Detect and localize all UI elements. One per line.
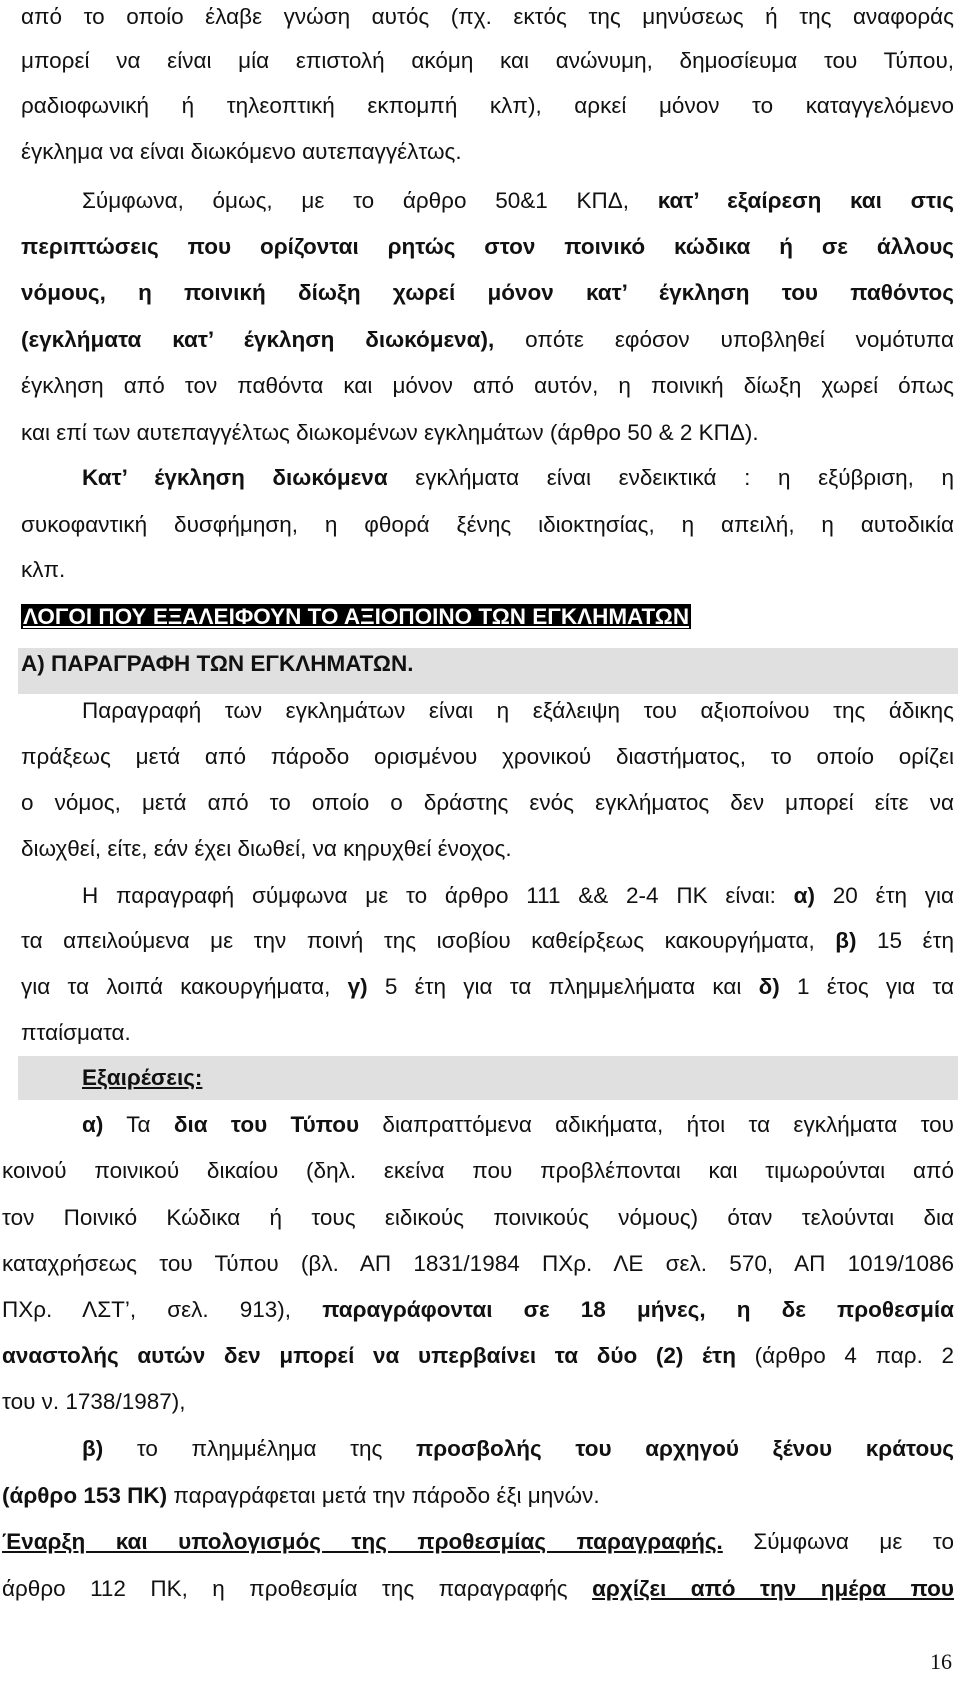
text-line: μπορεί να είναι μία επιστολή ακόμη και ανώνυμη, δημοσίευμα του Τύπου, [21, 48, 954, 73]
subheading-exceptions: Εξαιρέσεις: [82, 1065, 203, 1090]
section-heading-paragrafi: Α) ΠΑΡΑΓΡΑΦΗ ΤΩΝ ΕΓΚΛΗΜΑΤΩΝ. [21, 651, 414, 676]
text-line: (άρθρο 153 ΠΚ) παραγράφεται μετά την πάροδο έξι μηνών. [2, 1483, 600, 1508]
text-line: Έναρξη και υπολογισμός της προθεσμίας παραγραφής. Σύμφωνα με το [2, 1529, 954, 1554]
text-line: καταχρήσεως του Τύπου (βλ. ΑΠ 1831/1984 ΠΧρ. ΛΕ σελ. 570, ΑΠ 1019/1086 [2, 1251, 954, 1276]
text-line: έγκληση από τον παθόντα και μόνον από αυτόν, η ποινική δίωξη χωρεί όπως [21, 373, 954, 398]
text-line: πράξεως μετά από πάροδο ορισμένου χρονικού διαστήματος, το οποίο ορίζει [21, 744, 954, 769]
text-line: Κατ’ έγκληση διωκόμενα εγκλήματα είναι ενδεικτικά : η εξύβριση, η [82, 465, 954, 490]
text-line: β) το πλημμέλημα της προσβολής του αρχηγού ξένου κράτους [82, 1436, 954, 1461]
page-number: 16 [930, 1649, 952, 1674]
text-line: από το οποίο έλαβε γνώση αυτός (πχ. εκτός της μηνύσεως ή της αναφοράς [21, 4, 954, 29]
text-line: Η παραγραφή σύμφωνα με το άρθρο 111 && 2-4 ΠΚ είναι: α) 20 έτη για [82, 883, 954, 908]
section-heading-highlighted: ΛΟΓΟΙ ΠΟΥ ΕΞΑΛΕΙΦΟΥΝ ΤΟ ΑΞΙΟΠΟΙΝΟ ΤΩΝ ΕΓΚΛΗΜΑΤΩΝ [23, 604, 690, 629]
text-line: νόμους, η ποινική δίωξη χωρεί μόνον κατ’ έγκληση του παθόντος [21, 280, 954, 305]
text-line: περιπτώσεις που ορίζονται ρητώς στον ποινικό κώδικα ή σε άλλους [21, 234, 954, 259]
text-line: αναστολής αυτών δεν μπορεί να υπερβαίνει τα δύο (2) έτη (άρθρο 4 παρ. 2 [2, 1343, 954, 1368]
text-line: α) Τα δια του Τύπου διαπραττόμενα αδικήματα, ήτοι τα εγκλήματα του [82, 1112, 954, 1137]
text-line: Παραγραφή των εγκλημάτων είναι η εξάλειψη του αξιοποίνου της άδικης [82, 698, 954, 723]
text-line: τον Ποινικό Κώδικα ή τους ειδικούς ποινικούς νόμους) όταν τελούνται δια [2, 1205, 954, 1230]
text-line: Σύμφωνα, όμως, με το άρθρο 50&1 ΚΠΔ, κατ’ εξαίρεση και στις [82, 188, 954, 213]
text-line: κλπ. [21, 557, 66, 582]
text-line: διωχθεί, είτε, εάν έχει διωθεί, να κηρυχθεί ένοχος. [21, 836, 512, 861]
text-line: ΠΧρ. ΛΣΤ’, σελ. 913), παραγράφονται σε 18 μήνες, η δε προθεσμία [2, 1297, 954, 1322]
text-line: άρθρο 112 ΠΚ, η προθεσμία της παραγραφής αρχίζει από την ημέρα που [2, 1576, 954, 1601]
text-line: ραδιοφωνική ή τηλεοπτική εκπομπή κλπ), αρκεί μόνον το καταγγελόμενο [21, 93, 954, 118]
text-line: και επί των αυτεπαγγέλτως διωκομένων εγκλημάτων (άρθρο 50 & 2 ΚΠΔ). [21, 420, 759, 445]
text-line: του ν. 1738/1987), [2, 1389, 186, 1414]
text-line: για τα λοιπά κακουργήματα, γ) 5 έτη για τα πλημμελήματα και δ) 1 έτος για τα [21, 974, 954, 999]
text-line: συκοφαντική δυσφήμηση, η φθορά ξένης ιδιοκτησίας, η απειλή, η αυτοδικία [21, 512, 954, 537]
text-line: (εγκλήματα κατ’ έγκληση διωκόμενα), οπότε εφόσον υποβληθεί νομότυπα [21, 327, 954, 352]
text-line: κοινού ποινικού δικαίου (δηλ. εκείνα που προβλέπονται και τιμωρούνται από [2, 1158, 954, 1183]
text-line: ο νόμος, μετά από το οποίο ο δράστης ενός εγκλήματος δεν μπορεί είτε να [21, 790, 954, 815]
text-line: πταίσματα. [21, 1020, 131, 1045]
text-line: τα απειλούμενα με την ποινή της ισοβίου καθείρξεως κακουργήματα, β) 15 έτη [21, 928, 954, 953]
text-line: έγκλημα να είναι διωκόμενο αυτεπαγγέλτως. [21, 139, 462, 164]
